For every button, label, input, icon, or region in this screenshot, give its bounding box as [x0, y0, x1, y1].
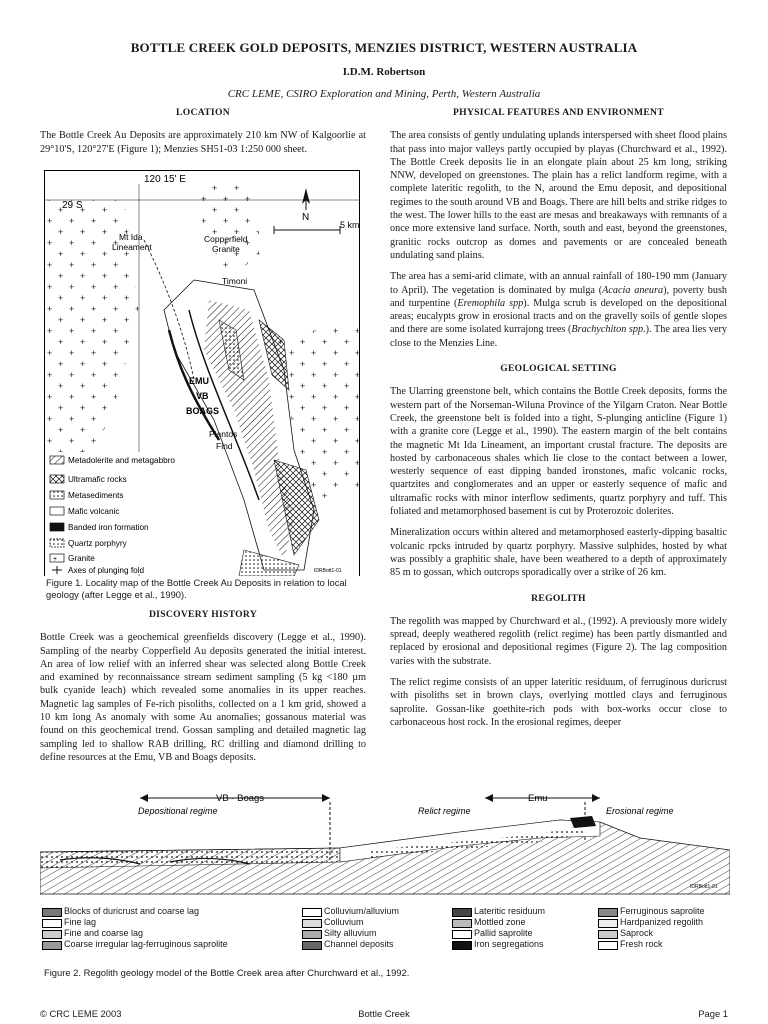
- regolith-p2: The relict regime consists of an upper lateritic residuum, of ferruginous duricrust with pisoliths set in brown clays, overlying mottled clays and ferruginous saprolite. Gossan-like goethite-rich pods with box-works occur close to carbonaceous host rock. In the erosional regimes, deeper: [390, 676, 727, 728]
- fig1-longitude-label: 120 15' E: [144, 174, 186, 185]
- fig2-vb-boags-label: VB - Boags: [216, 793, 265, 804]
- figure-2: [40, 790, 730, 900]
- fig2-legend-4-0: Ferruginous saprolite: [620, 906, 705, 916]
- geology-heading: GEOLOGICAL SETTING: [500, 363, 617, 375]
- location-heading: LOCATION: [176, 107, 230, 118]
- discovery-text: Bottle Creek was a geochemical greenfields discovery (Legge et al., 1990). Sampling of the nearby Copperfield Au deposits generated the initial interest. An area of low relief with an inferred shear was selected along Bottle Creek and examined by reconnaissance stream sediment sampling (5 kg <180 µm bulk cyanide leach) which revealed some anomalies in its upper reaches. Magnetic lag samples of Fe-rich pisoliths, collected on a 1 km grid, showed a 10 km long As anomaly with some Au anomalies; gossanous material was found on this geochemical trend. Gossan sampling and detailed magnetic lag sampling led to shallow RAB drilling, RC drilling and diamond drilling to define resources at the Emu, VB and Boags deposits.: [40, 632, 366, 763]
- discovery-heading: DISCOVERY HISTORY: [148, 609, 258, 620]
- regolith-p1: The regolith was mapped by Churchward et al., (1992). A previously more widely spread, deeply weathered regolith (relict regime) has been partly dismantled and replaced by erosional and depositional regimes (Figure 2). The lag composition varies with the substrate.: [390, 615, 727, 667]
- fig1-legend-1: Ultramafic rocks: [68, 475, 127, 484]
- fig1-legend-7: Axes of plunging fold: [68, 566, 145, 575]
- physical-section: [390, 106, 727, 737]
- fig1-boags-label: BOAGS: [186, 406, 220, 416]
- fig2-legend-4-2: Saprock: [620, 928, 654, 938]
- geology-p1: The Ularring greenstone belt, which contains the Bottle Creek deposits, forms the western part of the Norseman-Wiluna Province of the Yilgarn Craton. Near Bottle Creek, the greenstone belt is folded into a tight, S-plunging anticline (Figure 1) with a granite core (Legge et al., 1990). The eastern margin of the belt contains the magnetic Mt Ida Lineament, an important crustal fracture. The deposits are hosted by carbonaceous shales which lie close to the contact between a lower, westerly sequence of east dipping banded ironstones, mafic volcanic rocks, quartzites and conglomerates and an upper or easterly sequence of mafic and ultramafic rocks with minor interflow sediments, quartz porphyry and tuff. This foliated and metamorphosed basement is cut by Proterozoic dolerites.: [390, 386, 727, 518]
- footer-copyright: © CRC LEME 2003: [40, 1008, 122, 1019]
- figure-1-map: [44, 170, 360, 576]
- fig2-relict-label: Relict regime: [418, 806, 471, 816]
- geology-p2: Mineralization occurs within altered and metamorphosed easterly-dipping basaltic volcanic rpcks intruded by quartz porphyry. Massive sulphides, hosted by what was possibly a graphitic shale, have been weathered to a depth of approximately 85 m to gossan, which outcrops sporadically over a strike of 26 km.: [390, 527, 727, 579]
- footer-page-number: Page 1: [698, 1008, 728, 1019]
- fig1-mt-ida-label: Mt Ida: [119, 232, 143, 242]
- fig2-erosional-label: Erosional regime: [606, 806, 674, 816]
- fig2-legend-2-1: Colluvium: [324, 917, 364, 927]
- fig1-timoni-label: Timoni: [222, 276, 248, 286]
- fig1-find-label: Find: [216, 441, 233, 451]
- fig1-legend-0: Metadolerite and metagabbro: [68, 456, 175, 465]
- discovery-section: [40, 608, 366, 772]
- fig2-legend-2-2: Silty alluvium: [324, 928, 377, 938]
- fig1-legend-6: Granite: [68, 554, 95, 563]
- fig1-latitude-label: 29 S: [62, 200, 83, 211]
- fig2-legend-2-0: Colluvium/alluvium: [324, 906, 400, 916]
- author: I.D.M. Robertson: [342, 66, 426, 78]
- fig2-legend-1-2: Fine and coarse lag: [64, 928, 144, 938]
- fig1-north-label: N: [302, 212, 310, 223]
- fig2-legend-3-3: Iron segregations: [474, 939, 544, 949]
- fig2-legend-3-0: Lateritic residuum: [474, 906, 546, 916]
- fig1-legend-2: Metasediments: [68, 491, 124, 500]
- fig2-legend-2-3: Channel deposits: [324, 939, 394, 949]
- fig2-legend-1-0: Blocks of duricrust and coarse lag: [64, 906, 200, 916]
- fig1-legend-5: Quartz porphyry: [68, 539, 127, 548]
- fig1-piantos-label: Piantos: [209, 429, 238, 439]
- physical-p2: The area has a semi-arid climate, with an annual rainfall of 180-190 mm (January to April). The vegetation is dominated by mulga (Acacia aneura), poverty bush and turpentine (Eremophila spp). Mulga scrub is developed on the depositional areas; eucalypts grow in erosional tracts and on the gravelly soils of gentle slopes and there are some isolated kurrajong trees (Brachychiton spp.). The area lies very close to the Menzies Line.: [390, 271, 727, 349]
- figure-1: [44, 170, 360, 576]
- fig1-lineament-label: Lineament: [112, 242, 152, 252]
- fig2-legend-1-3: Coarse irregular lag-ferruginous saprolite: [64, 939, 228, 949]
- footer-title: Bottle Creek: [358, 1008, 410, 1019]
- fig1-vb-label: VB: [196, 391, 209, 401]
- location-section: [40, 106, 366, 164]
- fig1-scale-label: 5 km: [340, 220, 360, 230]
- fig2-legend-4-3: Fresh rock: [620, 939, 663, 949]
- physical-p1: The area consists of gently undulating uplands interspersed with sheet flood plains that pass into major valleys partly occupied by playas (Churchward et al., 1992). The Bottle Creek deposits lie in an elongate plain about 25 km long, striking NNW, developed on greenstones. The plain has a relict landform regime, with a complete lateritic regolith, to the N, around the Emu deposit, and depositional regimes to the south around VB and Boags. There are hill belts and strike ridges to the west. The lower hills to the east are mesas and breakaways with remnants of a once more extensive land surface. North, south and east, beyond the greenstones, granitic rocks outcrop as domes and pavements or are concealed beneath undulating sand plains.: [390, 130, 727, 261]
- fig1-code: IDRBott1-01: [314, 568, 342, 574]
- figure-2-legend: [42, 906, 732, 956]
- fig2-legend-1-1: Fine lag: [64, 917, 97, 927]
- fig1-legend-4: Banded iron formation: [68, 523, 149, 532]
- fig2-legend-4-1: Hardpanized regolith: [620, 917, 704, 927]
- regolith-heading: REGOLITH: [531, 592, 586, 604]
- fig2-legend-3-2: Pallid saprolite: [474, 928, 533, 938]
- affiliation: CRC LEME, CSIRO Exploration and Mining, Perth, Western Australia: [227, 88, 541, 100]
- fig1-granite-label: Granite: [212, 244, 240, 254]
- page-title: BOTTLE CREEK GOLD DEPOSITS, MENZIES DISTRICT, WESTERN AUSTRALIA: [130, 40, 638, 55]
- physical-heading: PHYSICAL FEATURES AND ENVIRONMENT: [453, 107, 664, 118]
- fig2-depositional-label: Depositional regime: [138, 806, 218, 816]
- svg-text:+: +: [53, 556, 58, 563]
- location-text: The Bottle Creek Au Deposits are approximately 210 km NW of Kalgoorlie at 29°10'S, 120°27'E (Figure 1); Menzies SH51-03 1:250 000 sheet.: [40, 130, 366, 155]
- fig1-copperfield-label: Copperfield: [204, 234, 248, 244]
- figure-1-caption: Figure 1. Locality map of the Bottle Creek Au Deposits in relation to local geology (after Legge et al., 1990).: [46, 577, 347, 600]
- figure-2-cross-section: [40, 790, 730, 900]
- figure-2-caption: Figure 2. Regolith geology model of the Bottle Creek area after Churchward et al., 1992.: [44, 967, 410, 978]
- fig2-emu-label: Emu: [528, 793, 548, 804]
- fig2-legend-3-1: Mottled zone: [474, 917, 526, 927]
- fig1-emu-label: EMU: [189, 376, 209, 386]
- fig2-code: IDRBott1-01: [690, 884, 718, 890]
- fig1-legend-3: Mafic volcanic: [68, 507, 120, 516]
